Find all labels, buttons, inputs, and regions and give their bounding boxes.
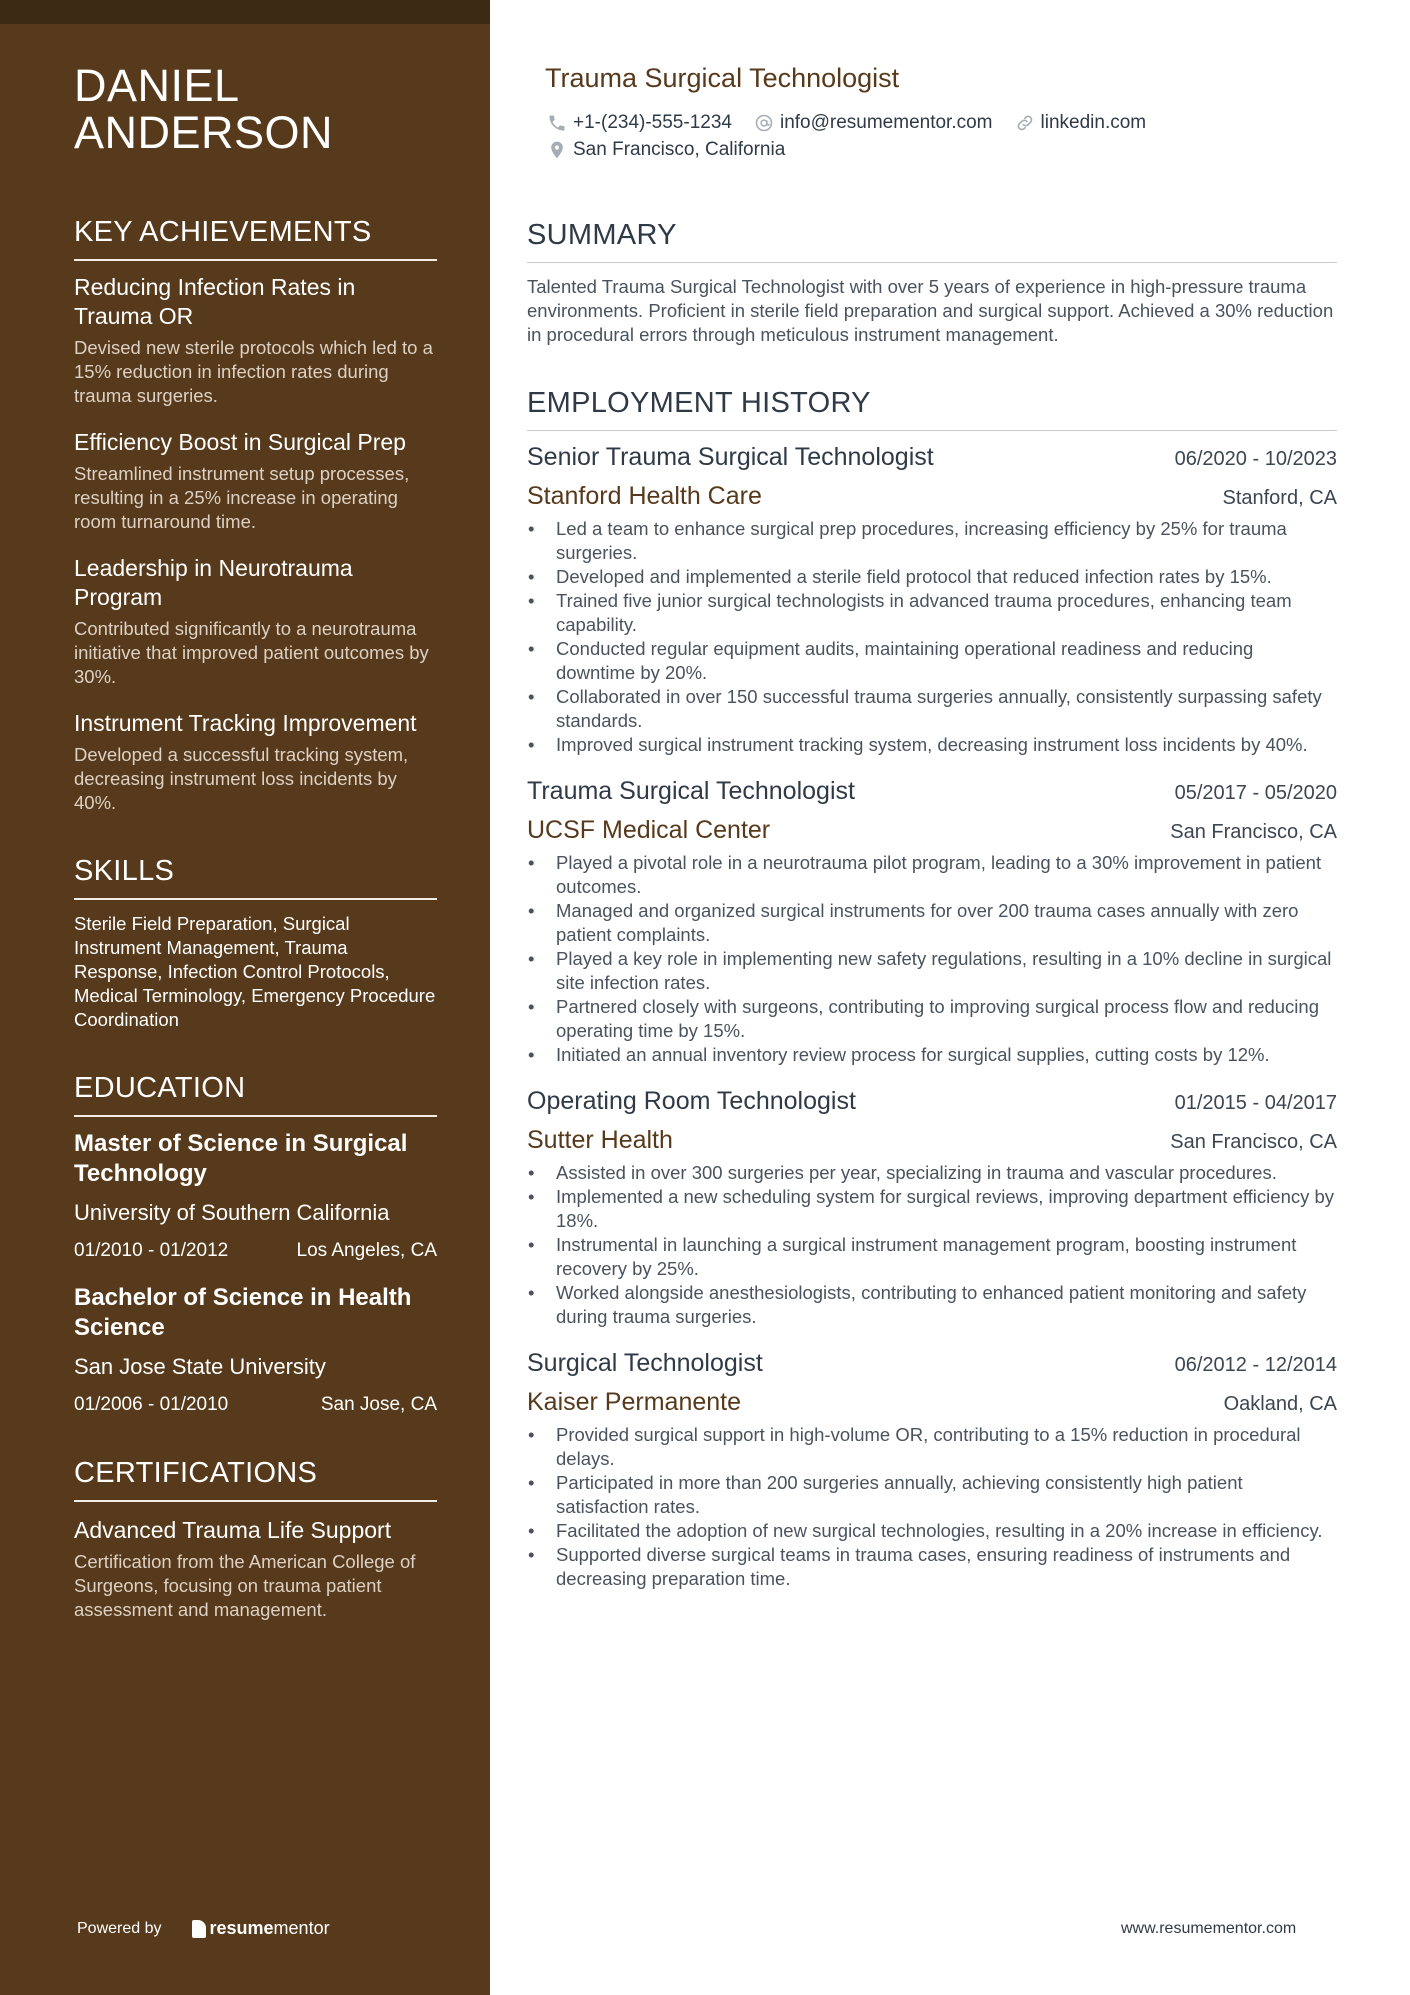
contact-location — [547, 139, 785, 161]
education-meta — [74, 1393, 437, 1417]
job-bullets — [527, 1161, 1337, 1329]
email-text: info@resumementor.com — [779, 112, 993, 133]
job-bullet: • Collaborated in over 150 successful trauma surgeries annually, consistently surpassing safety standards. — [527, 685, 1337, 733]
job-bullet: • Managed and organized surgical instruments for over 200 trauma cases annually with zero patient complaints. — [527, 899, 1337, 947]
powered-by-label: Powered by — [77, 1919, 162, 1937]
resumementor-logo-icon — [192, 1920, 206, 1938]
job-bullet: • Partnered closely with surgeons, contributing to improving surgical process flow and reducing operating time by 15%. — [527, 995, 1337, 1043]
achievement-desc: Devised new sterile protocols which led to a 15% reduction in infection rates during trauma surgeries. — [74, 337, 433, 406]
job-bullet: • Initiated an annual inventory review process for surgical supplies, cutting costs by 12%. — [527, 1043, 1337, 1067]
employment-section — [527, 387, 1337, 1591]
job-dates: 05/2017 - 05/2020 — [1174, 782, 1337, 804]
job-dates: 06/2020 - 10/2023 — [1174, 448, 1337, 470]
job-header — [527, 1349, 1337, 1378]
job-location: San Francisco, CA — [1170, 821, 1337, 843]
achievement-title: Efficiency Boost in Surgical Prep — [74, 429, 406, 455]
education-school: San Jose State University — [74, 1354, 326, 1379]
job-header — [527, 443, 1337, 472]
candidate-name — [74, 62, 437, 156]
achievement-title: Reducing Infection Rates in Trauma OR — [74, 274, 356, 329]
sidebar-top-band — [0, 0, 490, 24]
last-name: ANDERSON — [74, 107, 334, 158]
job-bullets — [527, 1423, 1337, 1591]
job-bullet: • Led a team to enhance surgical prep procedures, increasing efficiency by 25% for trauma surgeries. — [527, 517, 1337, 565]
job-bullet: • Developed and implemented a sterile field protocol that reduced infection rates by 15%. — [527, 565, 1337, 589]
headline-title: Trauma Surgical Technologist — [545, 63, 900, 93]
skills-list: Sterile Field Preparation, Surgical Instrument Management, Trauma Response, Infection Control Protocols, Medical Terminology, Emergency Procedure Coordination — [74, 913, 436, 1030]
job-bullet: • Improved surgical instrument tracking system, decreasing instrument loss incidents by 40%. — [527, 733, 1337, 757]
job-bullet: • Provided surgical support in high-volume OR, contributing to a 15% reduction in procedural delays. — [527, 1423, 1337, 1471]
contact-phone[interactable] — [547, 112, 732, 134]
job-role: Senior Trauma Surgical Technologist — [527, 443, 934, 471]
contact-email[interactable] — [754, 112, 993, 134]
education-location: Los Angeles, CA — [296, 1240, 437, 1261]
education-school: University of Southern California — [74, 1200, 390, 1225]
job-dates: 01/2015 - 04/2017 — [1174, 1092, 1337, 1114]
job-subheader — [527, 1126, 1337, 1155]
employment-heading: EMPLOYMENT HISTORY — [527, 387, 1337, 431]
education-degree: Bachelor of Science in Health Science — [74, 1284, 412, 1341]
job-bullet: • Conducted regular equipment audits, maintaining operational readiness and reducing downtime by 20%. — [527, 637, 1337, 685]
job-bullet: • Implemented a new scheduling system for surgical reviews, improving department efficiency by 18%. — [527, 1185, 1337, 1233]
job-subheader — [527, 482, 1337, 511]
achievement-desc: Streamlined instrument setup processes, resulting in a 25% increase in operating room turnaround time. — [74, 463, 410, 532]
job-header — [527, 777, 1337, 806]
certification-desc: Certification from the American College of Surgeons, focusing on trauma patient assessment and management. — [74, 1551, 416, 1620]
summary-text: Talented Trauma Surgical Technologist with over 5 years of experience in high-pressure trauma environments. Proficient in sterile field preparation and surgical support. Achieved a 30% reduction in procedural errors through meticulous instrument management. — [527, 276, 1334, 345]
summary-section — [527, 219, 1337, 347]
skills-section — [74, 855, 437, 1032]
education-degree: Master of Science in Surgical Technology — [74, 1130, 408, 1187]
education-dates: 01/2006 - 01/2010 — [74, 1394, 229, 1415]
job-role: Trauma Surgical Technologist — [527, 777, 855, 805]
location-text: San Francisco, California — [573, 139, 786, 160]
footer-website-link[interactable]: www.resumementor.com — [1121, 1920, 1297, 1937]
job-entry — [527, 443, 1337, 757]
sidebar-content — [74, 62, 437, 1622]
phone-text: +1-(234)-555-1234 — [573, 112, 732, 133]
certification-title: Advanced Trauma Life Support — [74, 1517, 392, 1543]
education-location: San Jose, CA — [320, 1394, 437, 1415]
location-pin-icon — [547, 140, 567, 160]
sidebar — [0, 0, 490, 1995]
education-section — [74, 1072, 437, 1417]
first-name: DANIEL — [74, 60, 240, 111]
job-entry — [527, 1349, 1337, 1591]
job-header — [527, 1087, 1337, 1116]
linkedin-text: linkedin.com — [1040, 112, 1147, 133]
job-bullet: • Participated in more than 200 surgeries annually, achieving consistently high patient satisfaction rates. — [527, 1471, 1337, 1519]
job-location: Oakland, CA — [1223, 1393, 1337, 1415]
certifications-section — [74, 1457, 437, 1622]
job-location: Stanford, CA — [1222, 487, 1337, 509]
job-role: Surgical Technologist — [527, 1349, 763, 1377]
job-entry — [527, 1087, 1337, 1329]
education-dates: 01/2010 - 01/2012 — [74, 1240, 229, 1261]
main-sections — [527, 219, 1337, 1591]
job-bullets — [527, 517, 1337, 757]
job-role: Operating Room Technologist — [527, 1087, 856, 1115]
job-bullet: • Played a pivotal role in a neurotrauma pilot program, leading to a 30% improvement in patient outcomes. — [527, 851, 1337, 899]
job-bullet: • Worked alongside anesthesiologists, contributing to enhanced patient monitoring and safety during trauma surgeries. — [527, 1281, 1337, 1329]
job-subheader — [527, 1388, 1337, 1417]
job-bullet: • Trained five junior surgical technologists in advanced trauma procedures, enhancing team capability. — [527, 589, 1337, 637]
education-heading: EDUCATION — [74, 1072, 437, 1117]
job-bullet: • Instrumental in launching a surgical instrument management program, boosting instrument recovery by 25%. — [527, 1233, 1337, 1281]
achievement-title: Leadership in Neurotrauma Program — [74, 555, 353, 610]
job-location: San Francisco, CA — [1170, 1131, 1337, 1153]
job-bullet: • Supported diverse surgical teams in trauma cases, ensuring readiness of instruments and decreasing preparation time. — [527, 1543, 1337, 1591]
achievement-title: Instrument Tracking Improvement — [74, 710, 417, 736]
job-company: UCSF Medical Center — [527, 816, 771, 844]
job-company: Kaiser Permanente — [527, 1388, 742, 1416]
resumementor-logo[interactable] — [192, 1918, 330, 1939]
skills-heading: SKILLS — [74, 855, 437, 900]
logo-text-bold: resume — [209, 1918, 274, 1938]
job-subheader — [527, 816, 1337, 845]
job-company: Stanford Health Care — [527, 482, 762, 510]
achievements-heading: KEY ACHIEVEMENTS — [74, 216, 437, 261]
job-entry — [527, 777, 1337, 1067]
phone-icon — [547, 113, 567, 133]
job-bullet: • Facilitated the adoption of new surgical technologies, resulting in a 20% increase in efficiency. — [527, 1519, 1337, 1543]
job-bullet: • Played a key role in implementing new safety regulations, resulting in a 10% decline in surgical site infection rates. — [527, 947, 1337, 995]
at-icon — [754, 113, 774, 133]
powered-by — [77, 1918, 330, 1939]
certifications-heading: CERTIFICATIONS — [74, 1457, 437, 1502]
job-company: Sutter Health — [527, 1126, 673, 1154]
achievements-section — [74, 216, 437, 815]
education-meta — [74, 1239, 437, 1263]
summary-heading: SUMMARY — [527, 219, 1337, 263]
achievement-desc: Contributed significantly to a neurotrauma initiative that improved patient outcomes by 30%. — [74, 618, 429, 687]
job-bullets — [527, 851, 1337, 1067]
link-icon — [1015, 113, 1035, 133]
job-bullet: • Assisted in over 300 surgeries per year, specializing in trauma and vascular procedures. — [527, 1161, 1337, 1185]
logo-text-thin: mentor — [273, 1918, 330, 1938]
job-dates: 06/2012 - 12/2014 — [1174, 1354, 1337, 1376]
contact-row-location — [547, 139, 807, 161]
contact-linkedin[interactable] — [1015, 112, 1147, 134]
contact-row — [547, 112, 1168, 134]
achievement-desc: Developed a successful tracking system, decreasing instrument loss incidents by 40%. — [74, 744, 409, 813]
